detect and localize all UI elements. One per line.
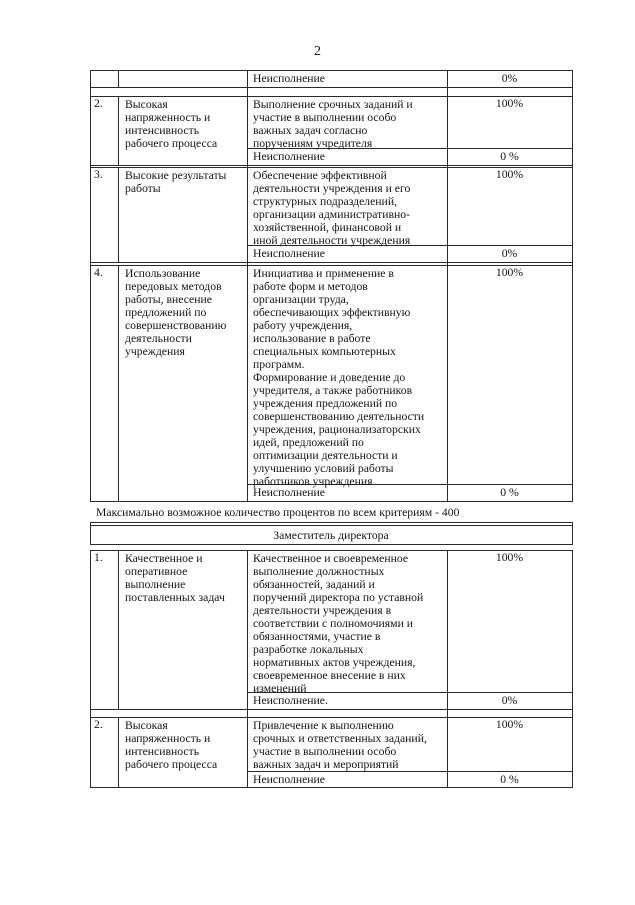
row-number: 3. (94, 168, 103, 181)
description-text: идей, предложений по (253, 436, 364, 449)
description-text: учреждения предложений по (253, 397, 398, 410)
description-text: хозяйственной, финансовой и (253, 221, 402, 234)
table-rule (90, 87, 572, 88)
table-border (118, 70, 119, 88)
description-text: иной деятельности учреждения (253, 234, 411, 247)
value-text: 100% (495, 168, 524, 181)
description-text: учреждения, рационализаторских (253, 423, 421, 436)
criterion-text: рабочего процесса (125, 758, 218, 771)
criterion-text: интенсивность (125, 124, 200, 137)
table-border (572, 550, 573, 788)
table-border (118, 265, 119, 502)
description-text: Обеспечение эффективной (253, 169, 387, 182)
fail-label: Неисполнение (253, 773, 325, 786)
description-text: оптимизации деятельности и (253, 449, 398, 462)
table-rule (90, 525, 572, 526)
table-rule (90, 501, 572, 502)
criterion-text: Высокие результаты (125, 169, 227, 182)
table-border (90, 550, 91, 788)
description-text: соответствии с полномочиями и (253, 617, 413, 630)
section-title: Заместитель директора (273, 529, 389, 542)
criterion-text: Использование (125, 267, 201, 280)
criterion-text: оперативное (125, 565, 188, 578)
table-rule (90, 709, 572, 710)
fail-value: 0 % (500, 150, 519, 163)
table-rule (90, 165, 572, 166)
description-text: участие в выполнении особо (253, 745, 397, 758)
table-rule (90, 544, 572, 545)
description-text: выполнение должностных (253, 565, 385, 578)
criterion-text: совершенствованию (125, 319, 227, 332)
fail-value: 0% (501, 694, 518, 707)
description-text: работе форм и методов (253, 280, 368, 293)
criterion-text: работы (125, 182, 161, 195)
table-rule (90, 70, 572, 71)
table-border (118, 550, 119, 710)
description-text: деятельности учреждения в (253, 604, 392, 617)
description-text: работников учреждения (253, 475, 373, 488)
fail-label: Неисполнение (253, 247, 325, 260)
table-border (447, 70, 448, 502)
criterion-text: учреждения (125, 345, 185, 358)
description-text: важных задач и мероприятий (253, 758, 399, 771)
description-text: поручениям учредителя (253, 137, 373, 150)
criterion-text: напряженность и (125, 111, 211, 124)
description-text: деятельности учреждения и его (253, 182, 411, 195)
description-text: участие в выполнении особо (253, 111, 397, 124)
fail-label: Неисполнение. (253, 694, 328, 707)
description-text: обязанностями, участие в (253, 630, 381, 643)
value-text: 100% (495, 266, 524, 279)
fail-value: 0 % (500, 773, 519, 786)
value-text: 100% (495, 718, 524, 731)
table-border (90, 522, 91, 545)
description-text: работу учреждения, (253, 319, 353, 332)
description-text: улучшению условий работы (253, 462, 394, 475)
value-text: 100% (495, 551, 524, 564)
criterion-text: работы, внесение (125, 293, 212, 306)
criterion-text: деятельности (125, 332, 192, 345)
description-text: важных задач согласно (253, 124, 368, 137)
fail-label: Неисполнение (253, 486, 325, 499)
table-border (247, 550, 248, 788)
description-text: Выполнение срочных заданий и (253, 98, 413, 111)
criterion-text: Высокая (125, 98, 168, 111)
description-text: обязанностей, заданий и (253, 578, 375, 591)
description-text: специальных компьютерных (253, 345, 396, 358)
description-text: нормативных актов учреждения, (253, 656, 416, 669)
value-text: 100% (495, 97, 524, 110)
table-rule (90, 262, 572, 263)
description-text: своевременное внесение в них (253, 669, 406, 682)
row-number: 4. (94, 266, 103, 279)
fail-label: Неисполнение (253, 150, 325, 163)
fail-value: 0 % (500, 486, 519, 499)
description-text: обеспечивающих эффективную (253, 306, 411, 319)
row-number: 2. (94, 97, 103, 110)
description-text: структурных подразделений, (253, 195, 397, 208)
description-text: разработке локальных (253, 643, 364, 656)
table-rule (247, 771, 572, 772)
description-text: учредителя, а также работников (253, 384, 413, 397)
table-border (572, 70, 573, 502)
table-rule (90, 787, 572, 788)
criterion-text: поставленных задач (125, 591, 225, 604)
criterion-text: Высокая (125, 719, 168, 732)
fail-label: Неисполнение (253, 72, 325, 85)
description-text: организации административно- (253, 208, 410, 221)
description-text: Качественное и своевременное (253, 552, 409, 565)
description-text: поручений директора по уставной (253, 591, 424, 604)
table-border (118, 167, 119, 263)
table-border (447, 550, 448, 788)
row-number: 2. (94, 718, 103, 731)
table-rule (90, 550, 572, 551)
description-text: Привлечение к выполнению (253, 719, 394, 732)
max-total-row: Максимально возможное количество процентов по всем критериям - 400 (96, 506, 460, 519)
table-border (118, 96, 119, 166)
description-text: изменений (253, 682, 307, 695)
description-text: программ. (253, 358, 305, 371)
table-border (118, 717, 119, 788)
criterion-text: Качественное и (125, 552, 203, 565)
table-rule (90, 522, 572, 523)
description-text: Формирование и доведение до (253, 371, 406, 384)
criterion-text: выполнение (125, 578, 186, 591)
page-number: 2 (314, 44, 321, 59)
criterion-text: передовых методов (125, 280, 222, 293)
description-text: использование в работе (253, 332, 371, 345)
row-number: 1. (94, 551, 103, 564)
description-text: Инициатива и применение в (253, 267, 394, 280)
fail-value: 0% (501, 247, 518, 260)
criterion-text: интенсивность (125, 745, 200, 758)
criterion-text: напряженность и (125, 732, 211, 745)
fail-value: 0% (501, 72, 518, 85)
description-text: срочных и ответственных заданий, (253, 732, 427, 745)
criterion-text: рабочего процесса (125, 137, 218, 150)
criterion-text: предложений по (125, 306, 207, 319)
table-border (572, 522, 573, 545)
table-border (90, 70, 91, 502)
description-text: организации труда, (253, 293, 349, 306)
table-border (247, 70, 248, 502)
description-text: совершенствованию деятельности (253, 410, 425, 423)
